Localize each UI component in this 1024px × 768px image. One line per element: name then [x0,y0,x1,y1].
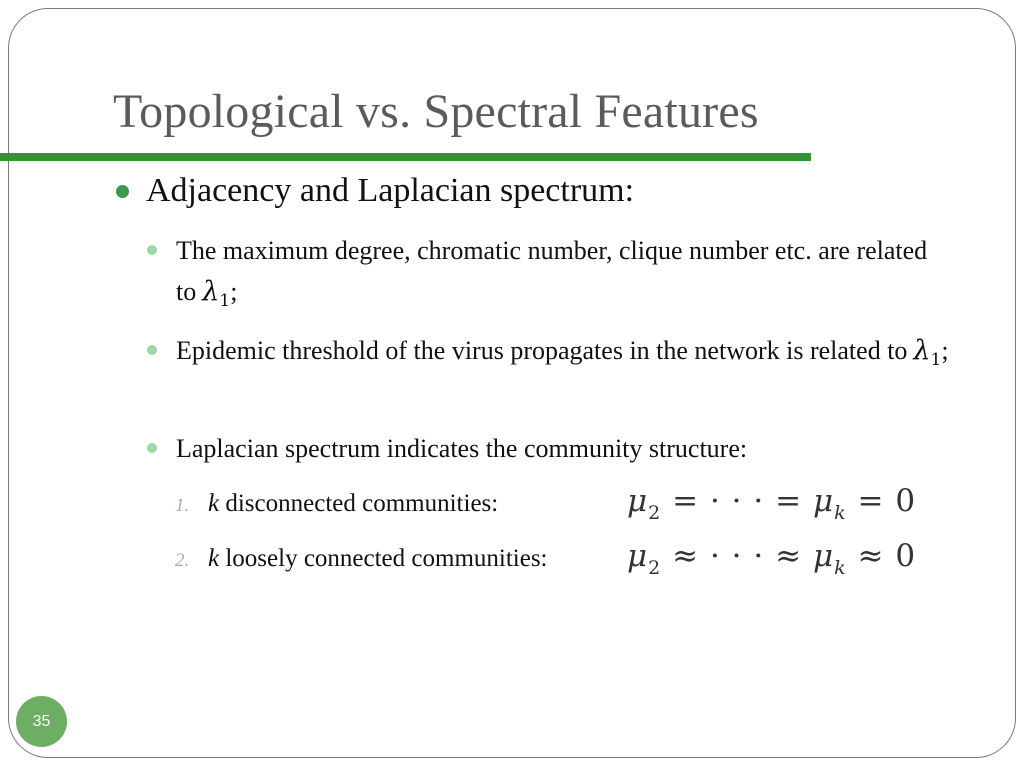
sub-bullet-2-text: Epidemic threshold of the virus propagates in the network is related to [176,336,908,365]
sub-bullet-dot [147,345,157,355]
slide-title: Topological vs. Spectral Features [113,85,759,138]
list-number: 1. [175,495,190,516]
sub-bullet-2-suffix: ; [941,336,949,365]
main-bullet-text: Adjacency and Laplacian spectrum: [146,172,635,209]
sub-bullet-3: Laplacian spectrum indicates the community structure: [176,434,748,463]
sub-bullet-1 [176,230,966,322]
lambda-symbol: $\lambda_1$ [913,335,942,370]
sub-bullet-2 [176,330,966,381]
equation-loosely-connected: $\mu_2$ ≈ · · · ≈ $\mu_k \approx 0$ [627,538,917,579]
title-underline [0,153,811,161]
k-variable: k [208,490,220,517]
k-variable: k [208,545,220,572]
numbered-item-2-text: loosely connected communities: [219,545,548,572]
list-number: 2. [175,550,190,571]
numbered-item-1-text: disconnected communities: [219,490,499,517]
sub-bullet-dot [147,443,157,453]
numbered-item-1 [208,490,498,518]
page-number-badge: 35 [16,696,67,747]
lambda-symbol: $\lambda_1$ [202,276,231,311]
numbered-item-2 [208,545,548,573]
equation-disconnected: $\mu_2$ = · · · = $\mu_k = 0$ [627,483,917,524]
sub-bullet-dot [147,245,157,255]
sub-bullet-1-suffix: ; [230,277,238,306]
sub-bullet-1-text: The maximum degree, chromatic number, clique number etc. are related to [176,236,928,306]
bullet-dot [116,185,129,198]
